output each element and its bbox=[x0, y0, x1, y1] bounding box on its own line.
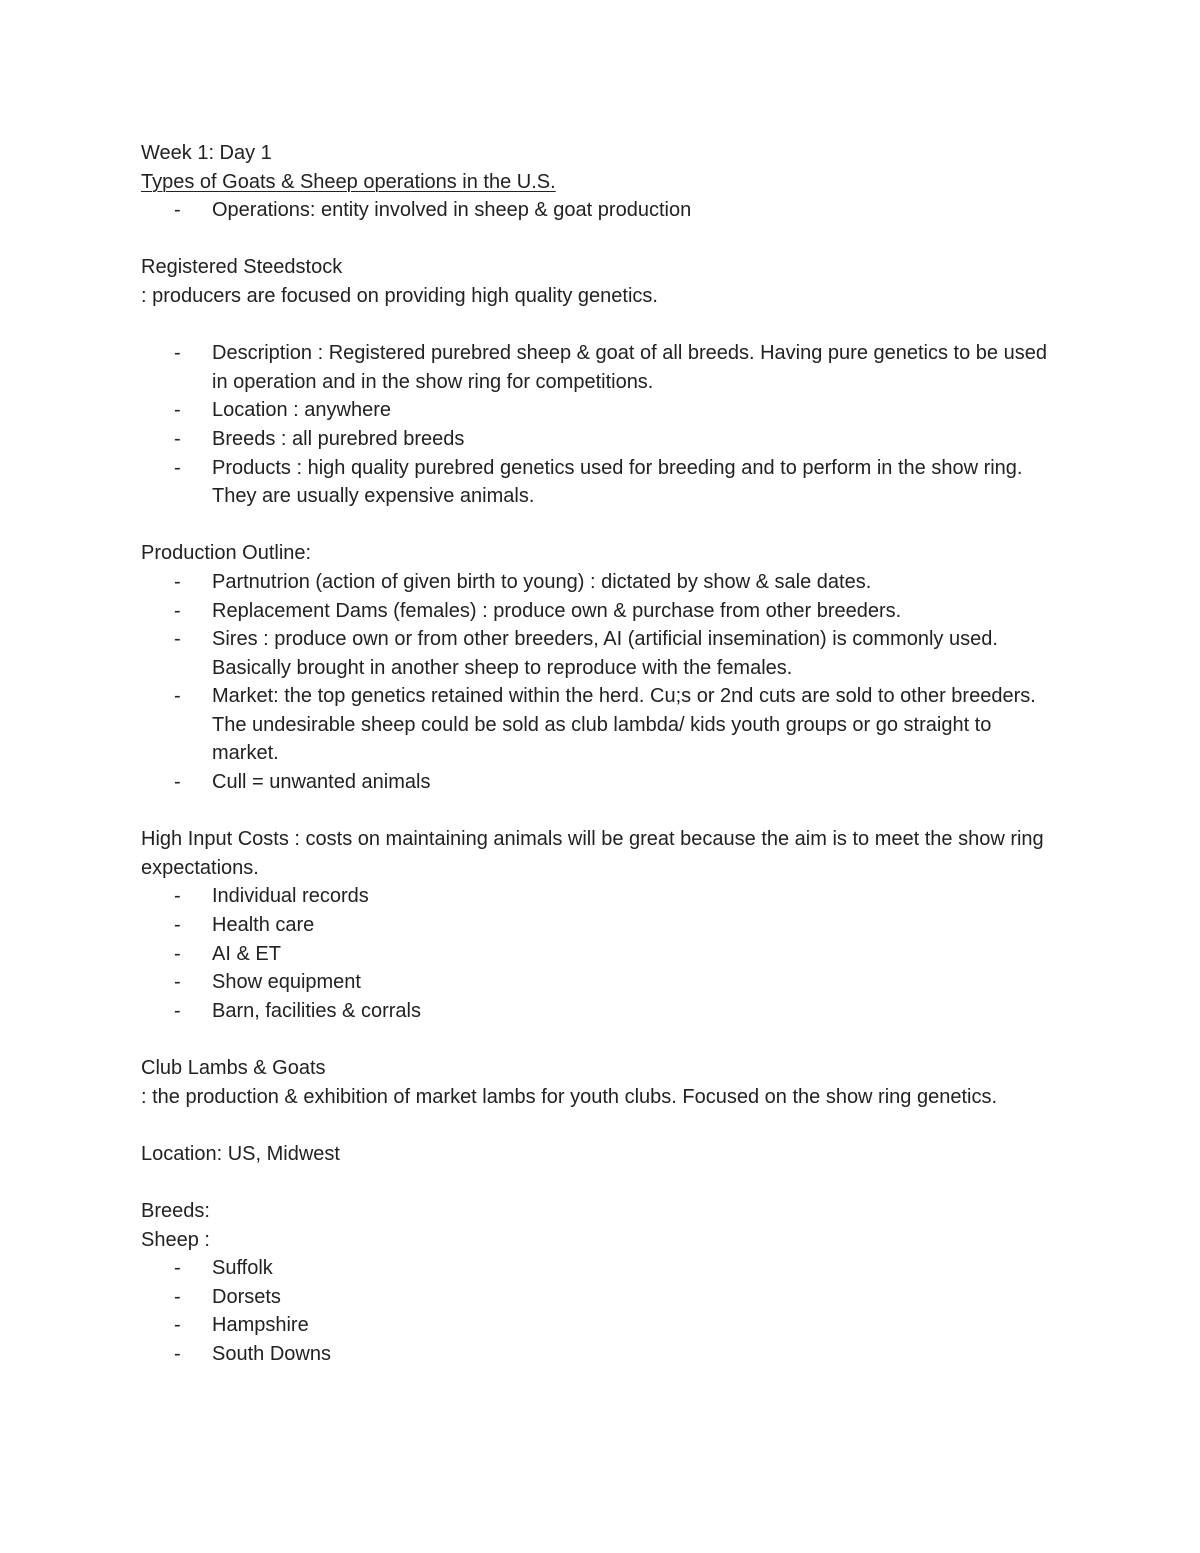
spacer bbox=[141, 511, 1061, 540]
list-item bbox=[141, 339, 1061, 396]
list-item bbox=[141, 625, 1061, 682]
list-item-text: Barn, facilities & corrals bbox=[212, 999, 421, 1022]
spacer bbox=[141, 311, 1061, 340]
list-item bbox=[141, 1311, 1061, 1340]
club-summary: : the production & exhibition of market lambs for youth clubs. Focused on the show ring genetics. bbox=[141, 1085, 998, 1108]
registered-summary: : producers are focused on providing high quality genetics. bbox=[141, 284, 658, 307]
dash-bullet: - bbox=[174, 999, 181, 1022]
sheep-heading: Sheep : bbox=[141, 1228, 210, 1251]
list-item bbox=[141, 997, 1061, 1026]
club-location: Location: US, Midwest bbox=[141, 1142, 340, 1165]
list-item bbox=[141, 597, 1061, 626]
list-item-text: Partnutrion (action of given birth to young) : dictated by show & sale dates. bbox=[212, 570, 872, 593]
spacer bbox=[141, 225, 1061, 254]
document-body bbox=[141, 139, 1061, 1369]
list-item-text: Operations: entity involved in sheep & goat production bbox=[212, 199, 692, 222]
dash-bullet: - bbox=[174, 570, 181, 593]
spacer bbox=[141, 1025, 1061, 1054]
list-item-text: Individual records bbox=[212, 885, 369, 908]
list-item bbox=[141, 911, 1061, 940]
list-item bbox=[141, 940, 1061, 969]
list-item-text: Health care bbox=[212, 914, 315, 937]
dash-bullet: - bbox=[174, 685, 181, 708]
list-item bbox=[141, 1340, 1061, 1369]
list-item-text: Products : high quality purebred genetics used for breeding and to perform in the show ring. They are usually expensive animals. bbox=[212, 456, 1023, 508]
list-item-text: Hampshire bbox=[212, 1314, 309, 1337]
document-title: Week 1: Day 1 bbox=[141, 142, 272, 164]
list-item bbox=[141, 1254, 1061, 1283]
dash-bullet: - bbox=[174, 342, 181, 365]
dash-bullet: - bbox=[174, 1314, 181, 1337]
spacer bbox=[141, 1111, 1061, 1140]
dash-bullet: - bbox=[174, 1342, 181, 1365]
production-list bbox=[141, 568, 1061, 797]
costs-heading: High Input Costs : costs on maintaining animals will be great because the aim is to meet the show ring expectations. bbox=[141, 828, 1050, 879]
section-subtitle: Types of Goats & Sheep operations in the U.S. bbox=[141, 170, 556, 193]
spacer bbox=[141, 1168, 1061, 1197]
sheep-list bbox=[141, 1254, 1061, 1368]
list-item bbox=[141, 396, 1061, 425]
dash-bullet: - bbox=[174, 599, 181, 622]
dash-bullet: - bbox=[174, 1257, 181, 1280]
list-item-text: Breeds : all purebred breeds bbox=[212, 427, 465, 450]
list-item-text: Market: the top genetics retained within the herd. Cu;s or 2nd cuts are sold to other breeders. The undesirable sheep could be sold as club lambda/ kids youth groups or go straight to market. bbox=[212, 685, 1036, 765]
dash-bullet: - bbox=[174, 399, 181, 422]
dash-bullet: - bbox=[174, 942, 181, 965]
list-item-text: Description : Registered purebred sheep & goat of all breeds. Having pure genetics to be used in operation and in the show ring for competitions. bbox=[212, 342, 1047, 393]
dash-bullet: - bbox=[174, 456, 181, 479]
intro-list bbox=[141, 196, 1061, 225]
list-item-text: AI & ET bbox=[212, 942, 281, 965]
list-item-text: Location : anywhere bbox=[212, 399, 392, 422]
dash-bullet: - bbox=[174, 199, 181, 222]
list-item-text: Cull = unwanted animals bbox=[212, 771, 431, 794]
dash-bullet: - bbox=[174, 427, 181, 450]
list-item-text: Show equipment bbox=[212, 971, 361, 994]
list-item-text: Suffolk bbox=[212, 1257, 273, 1280]
registered-heading: Registered Steedstock bbox=[141, 256, 343, 279]
list-item-text: South Downs bbox=[212, 1342, 331, 1365]
dash-bullet: - bbox=[174, 771, 181, 794]
dash-bullet: - bbox=[174, 885, 181, 908]
registered-list bbox=[141, 339, 1061, 511]
dash-bullet: - bbox=[174, 628, 181, 651]
list-item bbox=[141, 568, 1061, 597]
list-item bbox=[141, 1283, 1061, 1312]
list-item-text: Dorsets bbox=[212, 1285, 281, 1308]
dash-bullet: - bbox=[174, 914, 181, 937]
list-item bbox=[141, 968, 1061, 997]
dash-bullet: - bbox=[174, 971, 181, 994]
list-item bbox=[141, 196, 1061, 225]
list-item-text: Replacement Dams (females) : produce own & purchase from other breeders. bbox=[212, 599, 902, 622]
costs-list bbox=[141, 882, 1061, 1025]
list-item bbox=[141, 425, 1061, 454]
list-item bbox=[141, 454, 1061, 511]
list-item bbox=[141, 682, 1061, 768]
breeds-heading: Breeds: bbox=[141, 1199, 210, 1222]
club-heading: Club Lambs & Goats bbox=[141, 1057, 326, 1079]
dash-bullet: - bbox=[174, 1285, 181, 1308]
production-heading: Production Outline: bbox=[141, 542, 312, 565]
spacer bbox=[141, 797, 1061, 826]
list-item bbox=[141, 768, 1061, 797]
list-item-text: Sires : produce own or from other breeders, AI (artificial insemination) is commonly used. Basically brought in another sheep to reproduce with the females. bbox=[212, 628, 998, 679]
list-item bbox=[141, 882, 1061, 911]
